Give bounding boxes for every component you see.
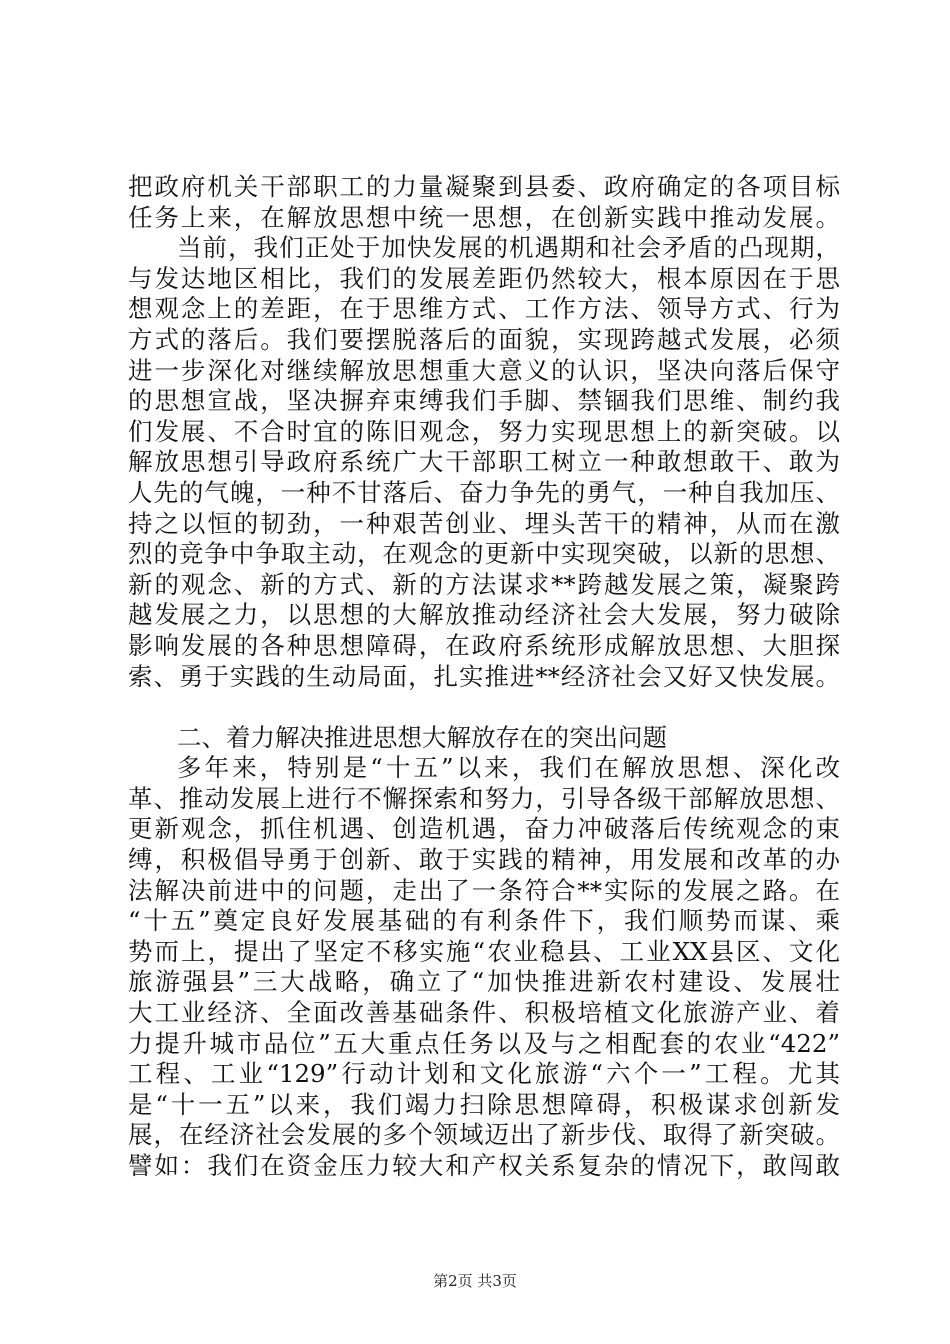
text-line: 的思想宣战，坚决摒弃束缚我们手脚、禁锢我们思维、制约我 [128,386,840,416]
text-line: “十五”奠定良好发展基础的有利条件下，我们顺势而谋、乘 [128,906,840,936]
text-line: 影响发展的各种思想障碍，在政府系统形成解放思想、大胆探 [128,630,840,660]
paragraph-1 [128,172,840,233]
text-line: 与发达地区相比，我们的发展差距仍然较大，根本原因在于思 [128,263,840,293]
paragraph-gap [128,692,840,723]
text-line: 大工业经济、全面改善基础条件、积极培植文化旅游产业、着 [128,998,840,1028]
text-line: 革、推动发展上进行不懈探索和努力，引导各级干部解放思想、 [128,783,840,813]
text-line: 持之以恒的韧劲，一种艰苦创业、埋头苦干的精神，从而在激 [128,508,840,538]
text-line: 当前，我们正处于加快发展的机遇期和社会矛盾的凸现期， [177,233,840,263]
text-line: 烈的竞争中争取主动，在观念的更新中实现突破，以新的思想、 [128,539,840,569]
text-line: 把政府机关干部职工的力量凝聚到县委、政府确定的各项目标 [128,172,840,201]
text-line: 势而上，提出了坚定不移实施“农业稳县、工业XX县区、文化 [128,936,840,966]
text-line: 力提升城市品位”五大重点任务以及与之相配套的农业“422” [128,1028,840,1058]
text-line: 多年来，特别是“十五”以来，我们在解放思想、深化改 [177,753,840,783]
text-line: 索、勇于实践的生动局面，扎实推进**经济社会又好又快发展。 [128,661,840,691]
text-line: 展，在经济社会发展的多个领域迈出了新步伐、取得了新突破。 [128,1120,840,1150]
text-line: 解放思想引导政府系统广大干部职工树立一种敢想敢干、敢为 [128,447,840,477]
text-line: 任务上来，在解放思想中统一思想，在创新实践中推动发展。 [128,202,840,232]
text-line: 进一步深化对继续解放思想重大意义的认识，坚决向落后保守 [128,355,840,385]
text-line: 譬如：我们在资金压力较大和产权关系复杂的情况下，敢闯敢 [128,1151,840,1180]
page-footer [0,1271,950,1291]
text-line: 方式的落后。我们要摆脱落后的面貌，实现跨越式发展，必须 [128,324,840,354]
text-line: 们发展、不合时宜的陈旧观念，努力实现思想上的新突破。以 [128,416,840,446]
paragraph-2 [128,233,840,692]
text-line: 人先的气魄，一种不甘落后、奋力争先的勇气，一种自我加压、 [128,477,840,507]
text-line: 缚，积极倡导勇于创新、敢于实践的精神，用发展和改革的办 [128,845,840,875]
text-line: 更新观念，抓住机遇、创造机遇，奋力冲破落后传统观念的束 [128,814,840,844]
text-line: 旅游强县”三大战略，确立了“加快推进新农村建设、发展壮 [128,967,840,997]
document-body [128,172,840,1182]
text-line: 是“十一五”以来，我们竭力扫除思想障碍，积极谋求创新发 [128,1089,840,1119]
paragraph-3 [128,753,840,1181]
text-line: 想观念上的差距，在于思维方式、工作方法、领导方式、行为 [128,294,840,324]
text-line: 法解决前进中的问题，走出了一条符合**实际的发展之路。在 [128,875,840,905]
section-heading: 二、着力解决推进思想大解放存在的突出问题 [177,722,667,752]
text-line: 越发展之力，以思想的大解放推动经济社会大发展，努力破除 [128,600,840,630]
page-number: 第2页 共3页 [433,1272,517,1290]
text-line: 工程、工业“129”行动计划和文化旅游“六个一”工程。尤其 [128,1059,840,1089]
text-line: 新的观念、新的方式、新的方法谋求**跨越发展之策，凝聚跨 [128,569,840,599]
